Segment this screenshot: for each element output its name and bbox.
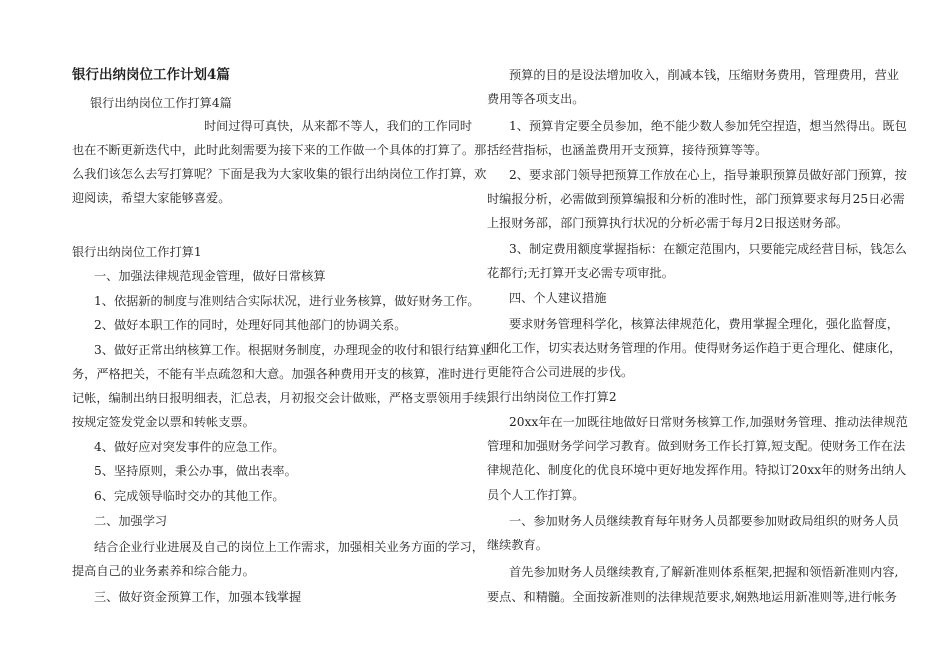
paragraph-line: 要点、和精髓。全面按新准则的法律规范要求,娴熟地运用新准则等,进行帐务 — [487, 590, 897, 604]
paragraph-line: 细化工作，切实表达财务管理的作用。使得财务运作趋于更合理化、健康化， — [487, 341, 902, 355]
right-column — [487, 0, 908, 672]
paragraph-line: 继续教育。 — [487, 538, 548, 552]
paragraph-line: 上报财务部，部门预算执行状况的分析必需于每月2日报送财务部。 — [487, 216, 849, 230]
paragraph-line: 预算的目的是设法增加收入，削减本钱，压缩财务费用，管理费用，营业 — [509, 68, 899, 82]
paragraph-line: 要求财务管理科学化，核算法律规范化，费用掌握全理化，强化监督度， — [509, 317, 899, 331]
section-heading: 四、个人建议措施 — [509, 291, 607, 305]
paragraph-line: 一、加强法律规范现金管理，做好日常核算 — [94, 269, 326, 283]
paragraph-line: 1、依据新的制度与准则结合实际状况，进行业务核算，做好财务工作。 — [94, 294, 480, 308]
paragraph-line: 按规定签发党金以票和转帐支票。 — [72, 415, 255, 429]
paragraph-line: 2、要求部门领导把预算工作放在心上，指导兼职预算员做好部门预算，按 — [509, 168, 907, 182]
paragraph-line: 结合企业行业进展及自己的岗位上工作需求，加强相关业务方面的学习， — [94, 540, 484, 554]
paragraph-line: 6、完成领导临时交办的其他工作。 — [94, 489, 285, 503]
paragraph-line: 二、加强学习 — [94, 514, 168, 528]
paragraph-line: 费用等各项支出。 — [487, 92, 585, 106]
paragraph-line: 三、做好资金预算工作，加强本钱掌握 — [94, 590, 302, 604]
paragraph-line: 记帐，编制出纳日报明细表，汇总表，月初报交会计做账，严格支票领用手续, — [72, 391, 491, 405]
paragraph-line: 一、参加财务人员继续教育每年财务人员都要参加财政局组织的财务人员 — [509, 514, 899, 528]
paragraph-line: 律规范化、制度化的优良环境中更好地发挥作用。特拟订20xx年的财务出纳人 — [487, 463, 907, 477]
paragraph-line: 员个人工作打算。 — [487, 488, 585, 502]
section-heading: 银行出纳岗位工作打算1 — [72, 245, 202, 259]
paragraph-line: 括经营指标，也涵盖费用开支预算，接待预算等等。 — [487, 143, 768, 157]
paragraph-line: 更能符合公司进展的步伐。 — [487, 365, 634, 379]
paragraph-line: 提高自己的业务素养和综合能力。 — [72, 564, 255, 578]
paragraph-line: 20xx年在一加既往地做好日常财务核算工作,加强财务管理、推动法律规范 — [509, 415, 908, 429]
subtitle: 银行出纳岗位工作打算4篇 — [90, 96, 232, 110]
paragraph-line: 3、制定费用额度掌握指标：在额定范围内，只要能完成经营目标，钱怎么 — [509, 242, 907, 256]
left-column — [72, 0, 492, 672]
paragraph-line: 管理和加强财务学问学习教育。做到财务工作长打算,短支配。使财务工作在法 — [487, 439, 906, 453]
paragraph-line: 2、做好本职工作的同时，处理好同其他部门的协调关系。 — [94, 318, 407, 332]
section-heading: 银行出纳岗位工作打算2 — [487, 390, 617, 404]
paragraph-line: 首先参加财务人员继续教育,了解新准则体系框架,把握和领悟新准则内容, — [509, 565, 899, 579]
document-title: 银行出纳岗位工作计划4篇 — [72, 67, 230, 83]
paragraph-line: 时间过得可真快，从来都不等人，我们的工作同时 — [204, 119, 473, 133]
paragraph-line: 务，严格把关，不能有半点疏忽和大意。加强各种费用开支的核算，准时进行 — [72, 367, 487, 381]
paragraph-line: 时编报分析，必需做到预算编报和分析的准时性，部门预算要求每月25日必需 — [487, 192, 905, 206]
paragraph-line: 也在不断更新迭代中，此时此刻需要为接下来的工作做一个具体的打算了。那 — [72, 143, 487, 157]
paragraph-line: 花都行;无打算开支必需专项审批。 — [487, 266, 674, 280]
paragraph-line: 么我们该怎么去写打算呢？下面是我为大家收集的银行出纳岗位工作打算，欢 — [72, 167, 487, 181]
paragraph-line: 5、坚持原则，秉公办事，做出表率。 — [94, 464, 297, 478]
paragraph-line: 迎阅读，希望大家能够喜爱。 — [72, 191, 231, 205]
paragraph-line: 1、预算肯定要全员参加，绝不能少数人参加凭空捏造，想当然得出。既包 — [509, 119, 907, 133]
paragraph-line: 4、做好应对突发事件的应急工作。 — [94, 440, 285, 454]
paragraph-line: 3、做好正常出纳核算工作。根据财务制度，办理现金的收付和银行结算业 — [94, 343, 492, 357]
